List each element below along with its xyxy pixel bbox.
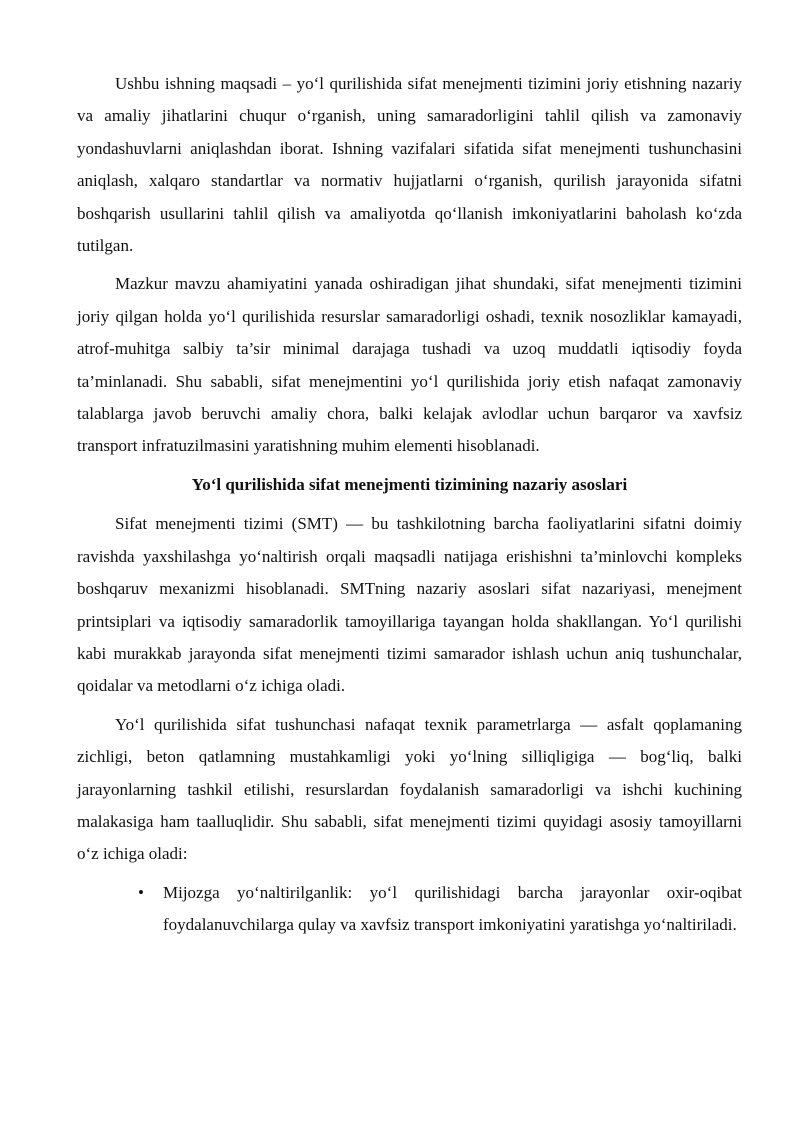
intro-paragraph-purpose: Ushbu ishning maqsadi – yo‘l qurilishida sifat menejmenti tizimini joriy etishning nazariy va amaliy jihatlarini chuqur o‘rganish, uning samaradorligini tahlil qilish va zamonaviy yondashuvlarni aniqlashdan iborat. Ishning vazifalari sifatida sifat menejmenti tushunchasini aniqlash, xalqaro standartlar va normativ hujjatlarni o‘rganish, qurilish jarayonida sifatni boshqarish usullarini tahlil qilish va amaliyotda qo‘llanish imkoniyatlarini baholash ko‘zda tutilgan.	[77, 74, 742, 256]
section-paragraph-principles: Yo‘l qurilishida sifat tushunchasi nafaqat texnik parametrlarga — asfalt qoplamaning zichligi, beton qatlamning mustahkamligi yoki yo‘lning silliqligiga — bog‘liq, balki jarayonlarning tashkil etilishi, resurslardan foydalanish samaradorligi va ishchi kuchining malakasiga ham taalluqlidir. Shu sababli, sifat menejmenti tizimi quyidagi asosiy tamoyillarni o‘z ichiga oladi:	[77, 714, 742, 864]
principles-list	[77, 877, 742, 942]
section-paragraph-definition: Sifat menejmenti tizimi (SMT) — bu tashkilotning barcha faoliyatlarini sifatni doimiy ravishda yaxshilashga yo‘naltirish orqali maqsadli natijaga erishishni ta’minlovchi kompleks boshqaruv mexanizmi hisoblanadi. SMTning nazariy asoslari sifat nazariyasi, menejment printsiplari va iqtisodiy samaradorlik tamoyillariga tayangan holda shakllangan. Yo‘l qurilishi kabi murakkab jarayonda sifat menejmenti tizimi samarador ishlash uchun aniq tushunchalar, qoidalar va metodlarni o‘z ichiga oladi.	[77, 514, 742, 696]
bullet-marker: •	[138, 882, 144, 902]
section-heading: Yo‘l qurilishida sifat menejmenti tizimining nazariy asoslari	[191, 474, 628, 494]
list-item	[138, 877, 742, 942]
list-item-text: Mijozga yo‘naltirilganlik: yo‘l qurilishidagi barcha jarayonlar oxir-oqibat foydalanuvchilarga qulay va xavfsiz transport imkoniyatini yaratishga yo‘naltiriladi.	[163, 882, 742, 935]
intro-paragraph-importance: Mazkur mavzu ahamiyatini yanada oshiradigan jihat shundaki, sifat menejmenti tizimini joriy qilgan holda yo‘l qurilishida resurslar samaradorligi oshadi, texnik nosozliklar kamayadi, atrof-muhitga salbiy ta’sir minimal darajaga tushadi va uzoq muddatli iqtisodiy foyda ta’minlanadi. Shu sababli, sifat menejmentini yo‘l qurilishida joriy etish nafaqat zamonaviy talablarga javob beruvchi amaliy chora, balki kelajak avlodlar uchun barqaror va xavfsiz transport infratuzilmasini yaratishning muhim elementi hisoblanadi.	[77, 274, 742, 456]
